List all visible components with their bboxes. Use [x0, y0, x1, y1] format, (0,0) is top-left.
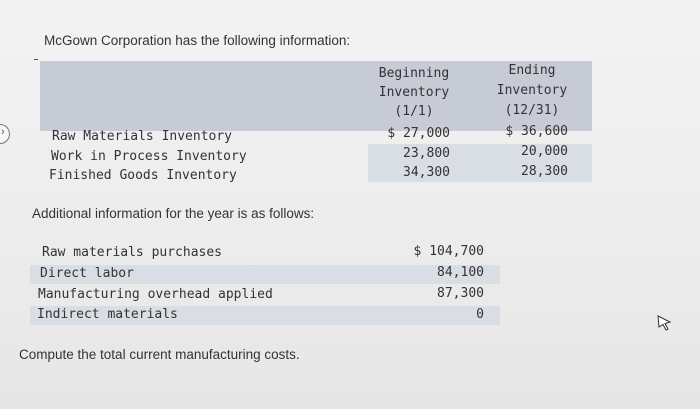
additional-row-label: Manufacturing overhead applied [38, 287, 273, 302]
inventory-row-label: Raw Materials Inventory [52, 129, 233, 144]
inventory-ending-value: $ 36,600 [505, 124, 568, 139]
col-ending-line3: (12/31) [504, 103, 560, 118]
additional-row-label: Raw materials purchases [42, 245, 223, 260]
inventory-ending-value: 28,300 [521, 164, 568, 179]
intro-text: McGown Corporation has the following information: [44, 33, 351, 48]
inventory-beginning-value: $ 27,000 [387, 126, 450, 141]
col-beginning-line2: Inventory [378, 85, 450, 100]
additional-info-text: Additional information for the year is as follows: [32, 206, 315, 221]
additional-value: $ 104,700 [413, 244, 484, 259]
bullet-tick [34, 59, 38, 60]
additional-value: 0 [476, 307, 484, 322]
col-beginning-line1: Beginning [378, 66, 450, 81]
inventory-beginning-value: 23,800 [403, 146, 450, 161]
additional-row-label: Direct labor [40, 266, 134, 281]
inventory-row-label: Work in Process Inventory [51, 149, 247, 164]
col-beginning-line3: (1/1) [394, 104, 434, 119]
col-ending-line1: Ending [508, 63, 556, 78]
inventory-row-label: Finished Goods Inventory [49, 168, 237, 183]
mouse-cursor-icon [656, 314, 674, 332]
additional-value: 87,300 [437, 286, 484, 301]
inventory-ending-value: 20,000 [521, 144, 568, 159]
additional-value: 84,100 [437, 265, 484, 280]
additional-row-label: Indirect materials [37, 307, 178, 322]
inventory-beginning-value: 34,300 [403, 165, 450, 180]
left-nav-circle-icon[interactable]: › [0, 124, 10, 144]
question-text: Compute the total current manufacturing costs. [19, 347, 300, 362]
col-ending-line2: Inventory [496, 83, 568, 98]
